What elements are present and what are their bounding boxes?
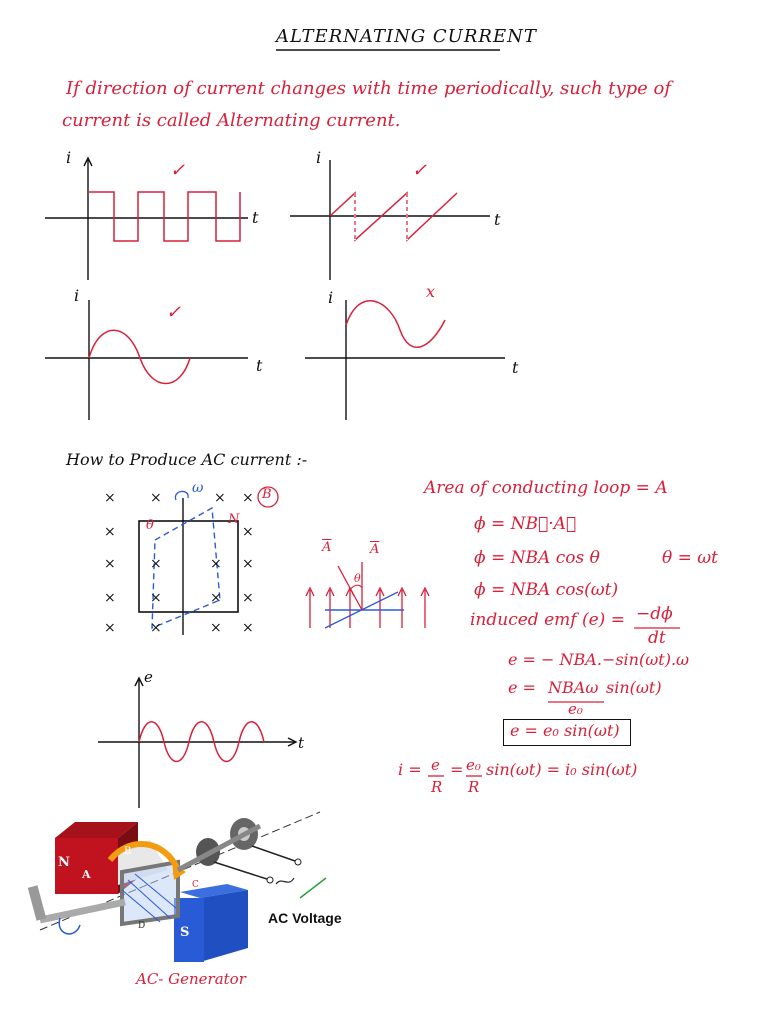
graph4-axis-i: i [328,288,334,307]
generator-label-a: A [82,868,91,881]
emf-denominator: dt [648,628,666,648]
graph3-check-icon: ✓ [166,302,182,323]
field-cross: × [104,620,116,636]
flux-equation-1: ϕ = NB⃗·A⃗ [474,514,577,534]
field-cross: × [104,590,116,606]
graph3-axis-i: i [74,286,80,305]
field-b-label: B [262,487,272,502]
field-cross: × [242,490,254,506]
field-cross: × [150,590,162,606]
field-cross: × [210,556,222,572]
graph1-axis-i: i [66,148,72,167]
field-cross: × [242,556,254,572]
page-title: ALTERNATING CURRENT [276,26,537,47]
flux-equation-2: ϕ = NBA cos θ [474,548,600,568]
emf-equation-2-prefix: e = [508,678,536,697]
slip-rings [178,818,260,870]
emf-axis-e: e [144,668,153,686]
graph4-axis-t: t [512,358,519,377]
field-cross: × [104,490,116,506]
field-cross: × [242,590,254,606]
graph3-axis-t: t [256,356,263,375]
area-vector-label-2: $\overline{A}$ [370,542,380,557]
graph1-check-icon: ✓ [170,160,186,181]
current-prefix: i = [398,760,422,779]
produce-heading: How to Produce AC current :- [66,450,308,469]
current-e0: e₀ [466,756,481,774]
definition-line-1: If direction of current changes with time periodically, such type of [66,78,672,99]
field-cross: × [104,556,116,572]
current-R: R [431,778,443,796]
field-cross: × [150,556,162,572]
emf-equation-2-term: NBAω [548,678,599,697]
ac-voltage-label: AC Voltage [268,910,342,926]
emf-equation-1: e = − NBA.−sin(ωt).ω [508,650,690,669]
generator-label-b: B [124,846,132,857]
field-cross: × [210,620,222,636]
loop-theta-label: θ [146,518,154,533]
generator-south-label: S [180,925,190,940]
area-vector-label-1: $\overline{A}$ [322,540,332,555]
field-cross: × [214,490,226,506]
field-cross: × [242,620,254,636]
north-label: N [228,512,240,527]
flux-equation-3: ϕ = NBA cos(ωt) [474,580,619,600]
current-e: e [431,756,440,774]
field-cross: × [150,490,162,506]
graph2-axis-i: i [316,148,322,167]
current-rest: sin(ωt) = i₀ sin(ωt) [486,760,638,779]
emf-numerator: −dϕ [636,604,673,624]
generator-label-c: C [192,880,199,890]
field-cross: × [242,524,254,540]
generator-north-label: N [58,855,70,870]
graph1-axis-t: t [252,208,259,227]
coil [122,862,178,924]
field-cross: × [150,620,162,636]
emf-equation-2-suffix: sin(ωt) [606,678,662,697]
omega-label: ω [192,480,204,496]
theta-equation: θ = ωt [662,548,718,568]
current-R2: R [468,778,480,796]
field-cross: × [104,524,116,540]
generator-label-d: D [138,921,146,931]
emf-equation-2-under: e₀ [568,700,583,718]
boxed-emf-text: e = e₀ sin(ωt) [510,721,620,740]
current-equals: = [450,760,464,779]
south-magnet [174,884,248,962]
field-cross: × [210,590,222,606]
emf-axis-t: t [298,734,305,752]
generator-caption: AC- Generator [136,970,246,988]
graph2-axis-t: t [494,210,501,229]
emf-label: induced emf (e) = [470,610,625,630]
definition-line-2: current is called Alternating current. [62,110,401,131]
angle-label: θ [354,572,361,585]
area-equation: Area of conducting loop = A [424,478,668,498]
graph2-check-icon: ✓ [412,160,428,181]
graph4-cross-icon: x [426,282,436,301]
